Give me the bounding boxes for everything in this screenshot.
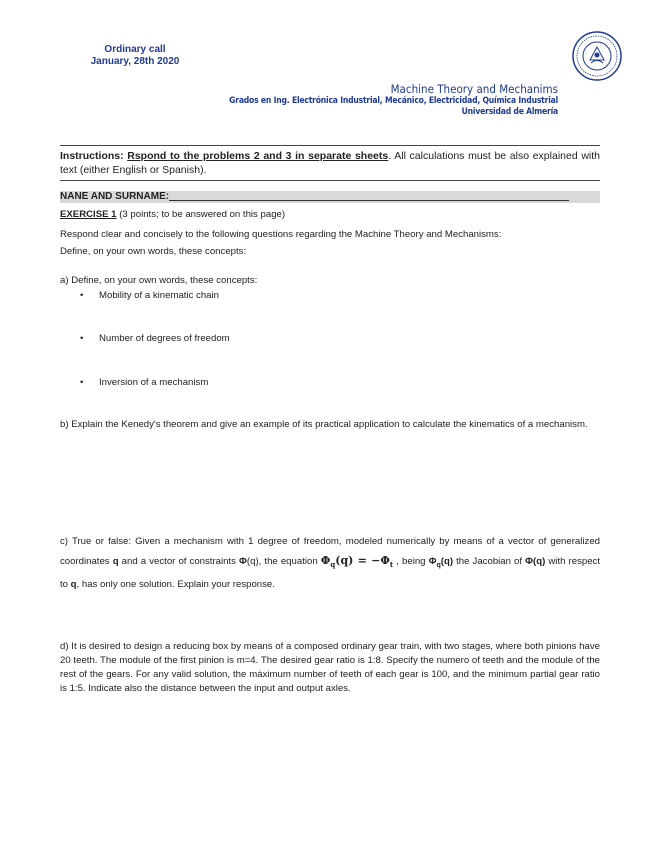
question-c-text: , being [393,556,429,567]
instructions-emphasis: Rspond to the problems 2 and 3 in separate sheets [127,150,389,162]
question-c-text: (q), the equation [246,556,321,567]
university-name: Universidad de Almería [461,107,558,117]
list-item [80,377,208,389]
bullet: • [80,377,84,388]
eq-body: (q) = −Φ [335,554,390,567]
eq-sub-t: t [389,560,394,570]
question-c-text: and a vector of constraints [118,556,240,567]
symbol-phi-q: Φ(q) [525,556,546,567]
list-item [80,290,219,302]
question-c-text: with respect to [60,556,601,590]
symbol-q: q [70,578,77,590]
divider-bottom [60,180,600,181]
equation [320,554,394,570]
list-item-text: Mobility of a kinematic chain [99,290,219,301]
course-degrees: Grados en Ing. Electrónica Industrial, Mecánico, Electricidad, Química Industrial [229,96,558,106]
exercise-intro: Respond clear and concisely to the following questions regarding the Machine Theory and Mechanisms: [60,229,502,240]
symbol-q: q [112,556,119,567]
eq-phi: Φ [320,554,331,567]
course-info [229,82,558,118]
course-title: Machine Theory and Mechanims [390,82,558,96]
bullet: • [80,333,84,344]
exercise-title: EXERCISE 1 [60,209,117,220]
list-item [80,333,230,345]
call-title: Ordinary call [104,44,166,55]
exercise-header [60,208,600,222]
bullet: • [80,290,84,301]
instructions-label: Instructions: [60,150,124,162]
name-field-line[interactable] [169,191,569,201]
seal-graphic [571,30,623,82]
question-a: a) Define, on your own words, these concepts: [60,275,258,286]
call-date: January, 28th 2020 [90,56,180,67]
instructions-text: . All calculations must be also explained with text (either English or Spanish). [60,150,600,176]
symbol-phi: Φ [239,556,247,567]
exam-call [60,44,210,68]
university-seal-logo [571,30,623,82]
name-field[interactable] [60,191,600,203]
instructions [60,149,600,177]
question-c-text: the Jacobian of [453,556,526,567]
question-b: b) Explain the Kenedy's theorem and give an example of its practical application to calculate the kinematics of a mechanism. [60,419,588,430]
divider-top [60,145,600,146]
question-d: d) It is desired to design a reducing box by means of a composed ordinary gear train, with two stages, where both pinions have 20 teeth. The module of the first pinion is m=4. The desired gear ratio is 1:8. Specify the numero of teeth and the module of the rest of the gears. For any valid solution, the máximum number of teeth of each gear is 100, and the minimum partial gear ratio is 1:5. Indicate also the distance between the input and output axles. [60,641,600,694]
question-c [60,532,600,594]
list-item-text: Number of degrees of freedom [99,333,230,344]
list-item-text: Inversion of a mechanism [99,377,209,388]
symbol-sub-q: q [436,561,441,569]
symbol-phi: Φ [428,556,437,567]
name-field-label: NANE AND SURNAME: [60,191,170,202]
exercise-define-intro: Define, on your own words, these concepts: [60,246,247,257]
eq-sub-q: q [330,560,336,570]
exercise-points: (3 points; to be answered on this page) [116,209,286,220]
symbol-q: (q) [440,556,454,567]
question-c-text: c) True or false: Given a mechanism with 1 degree of freedom, modeled numerically by means of a vector of generalized coordinates [60,536,600,567]
question-c-text: , has only one solution. Explain your response. [76,578,275,590]
